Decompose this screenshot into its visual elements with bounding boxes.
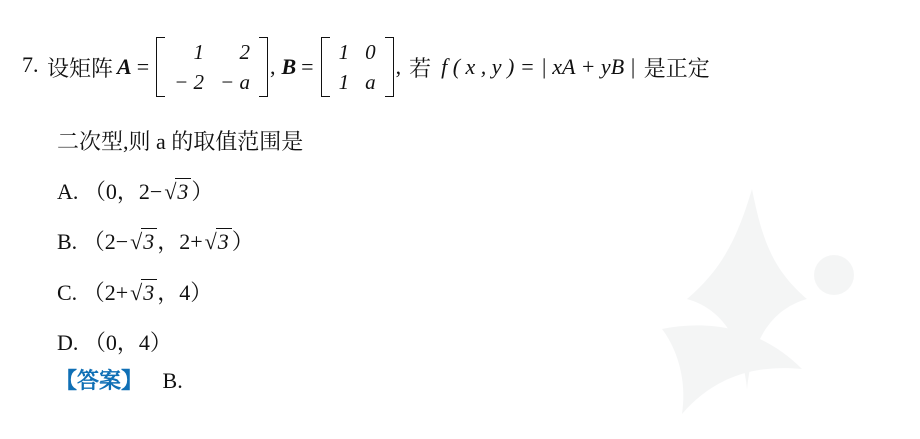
option-c[interactable]: C. （2+√3 ，4） [57, 280, 213, 305]
equals-sign-a: = [136, 54, 150, 79]
stem-prefix-text: 设矩阵 [47, 55, 114, 81]
question-stem-line-2: 二次型,则 a 的取值范围是 [57, 129, 304, 154]
matrix-b-label: B [281, 54, 297, 79]
equals-sign-b: = [301, 54, 314, 79]
question-stem-line-1 [47, 39, 710, 94]
determinant-expression: | xA + yB | [540, 54, 636, 79]
function-expression: f ( x , y ) = [441, 54, 535, 79]
matrix-b-cell-0-1: 0 [365, 39, 376, 64]
matrix-separator-comma: , [269, 54, 276, 79]
matrix-a-cell-1-0: − 2 [174, 70, 205, 94]
matrix-a-cell-1-1: − a [220, 70, 250, 94]
matrix-a-cell-0-0: 1 [193, 39, 205, 64]
option-b[interactable]: B. （2−√3 ，2+√3 ） [57, 229, 254, 254]
matrix-a-label: A [117, 54, 132, 79]
option-d-label: D. [57, 330, 79, 355]
question-number: 7. [22, 52, 39, 77]
option-a-label: A. [57, 179, 79, 204]
after-matrix-comma: , [395, 54, 402, 79]
tail-text: 是正定 [643, 55, 710, 81]
answer-tag: 【答案】 [55, 368, 144, 393]
matrix-a-cell-0-1: 2 [239, 39, 250, 64]
mid-text-ruo: 若 [409, 55, 432, 81]
matrix-b-cell-0-0: 1 [338, 39, 350, 64]
watermark-logo-icon [602, 179, 902, 439]
matrix-b-cell-1-0: 1 [338, 70, 350, 94]
option-c-label: C. [57, 280, 78, 305]
matrix-b [321, 37, 394, 98]
option-a[interactable]: A. （0，2−√3 ） [57, 179, 214, 204]
matrix-b-cell-1-1: a [365, 70, 376, 94]
matrix-a [156, 37, 268, 98]
option-b-label: B. [57, 229, 78, 254]
answer-value: B. [162, 368, 183, 393]
answer-line [55, 364, 183, 395]
option-d[interactable]: D. （0，4） [57, 330, 172, 355]
